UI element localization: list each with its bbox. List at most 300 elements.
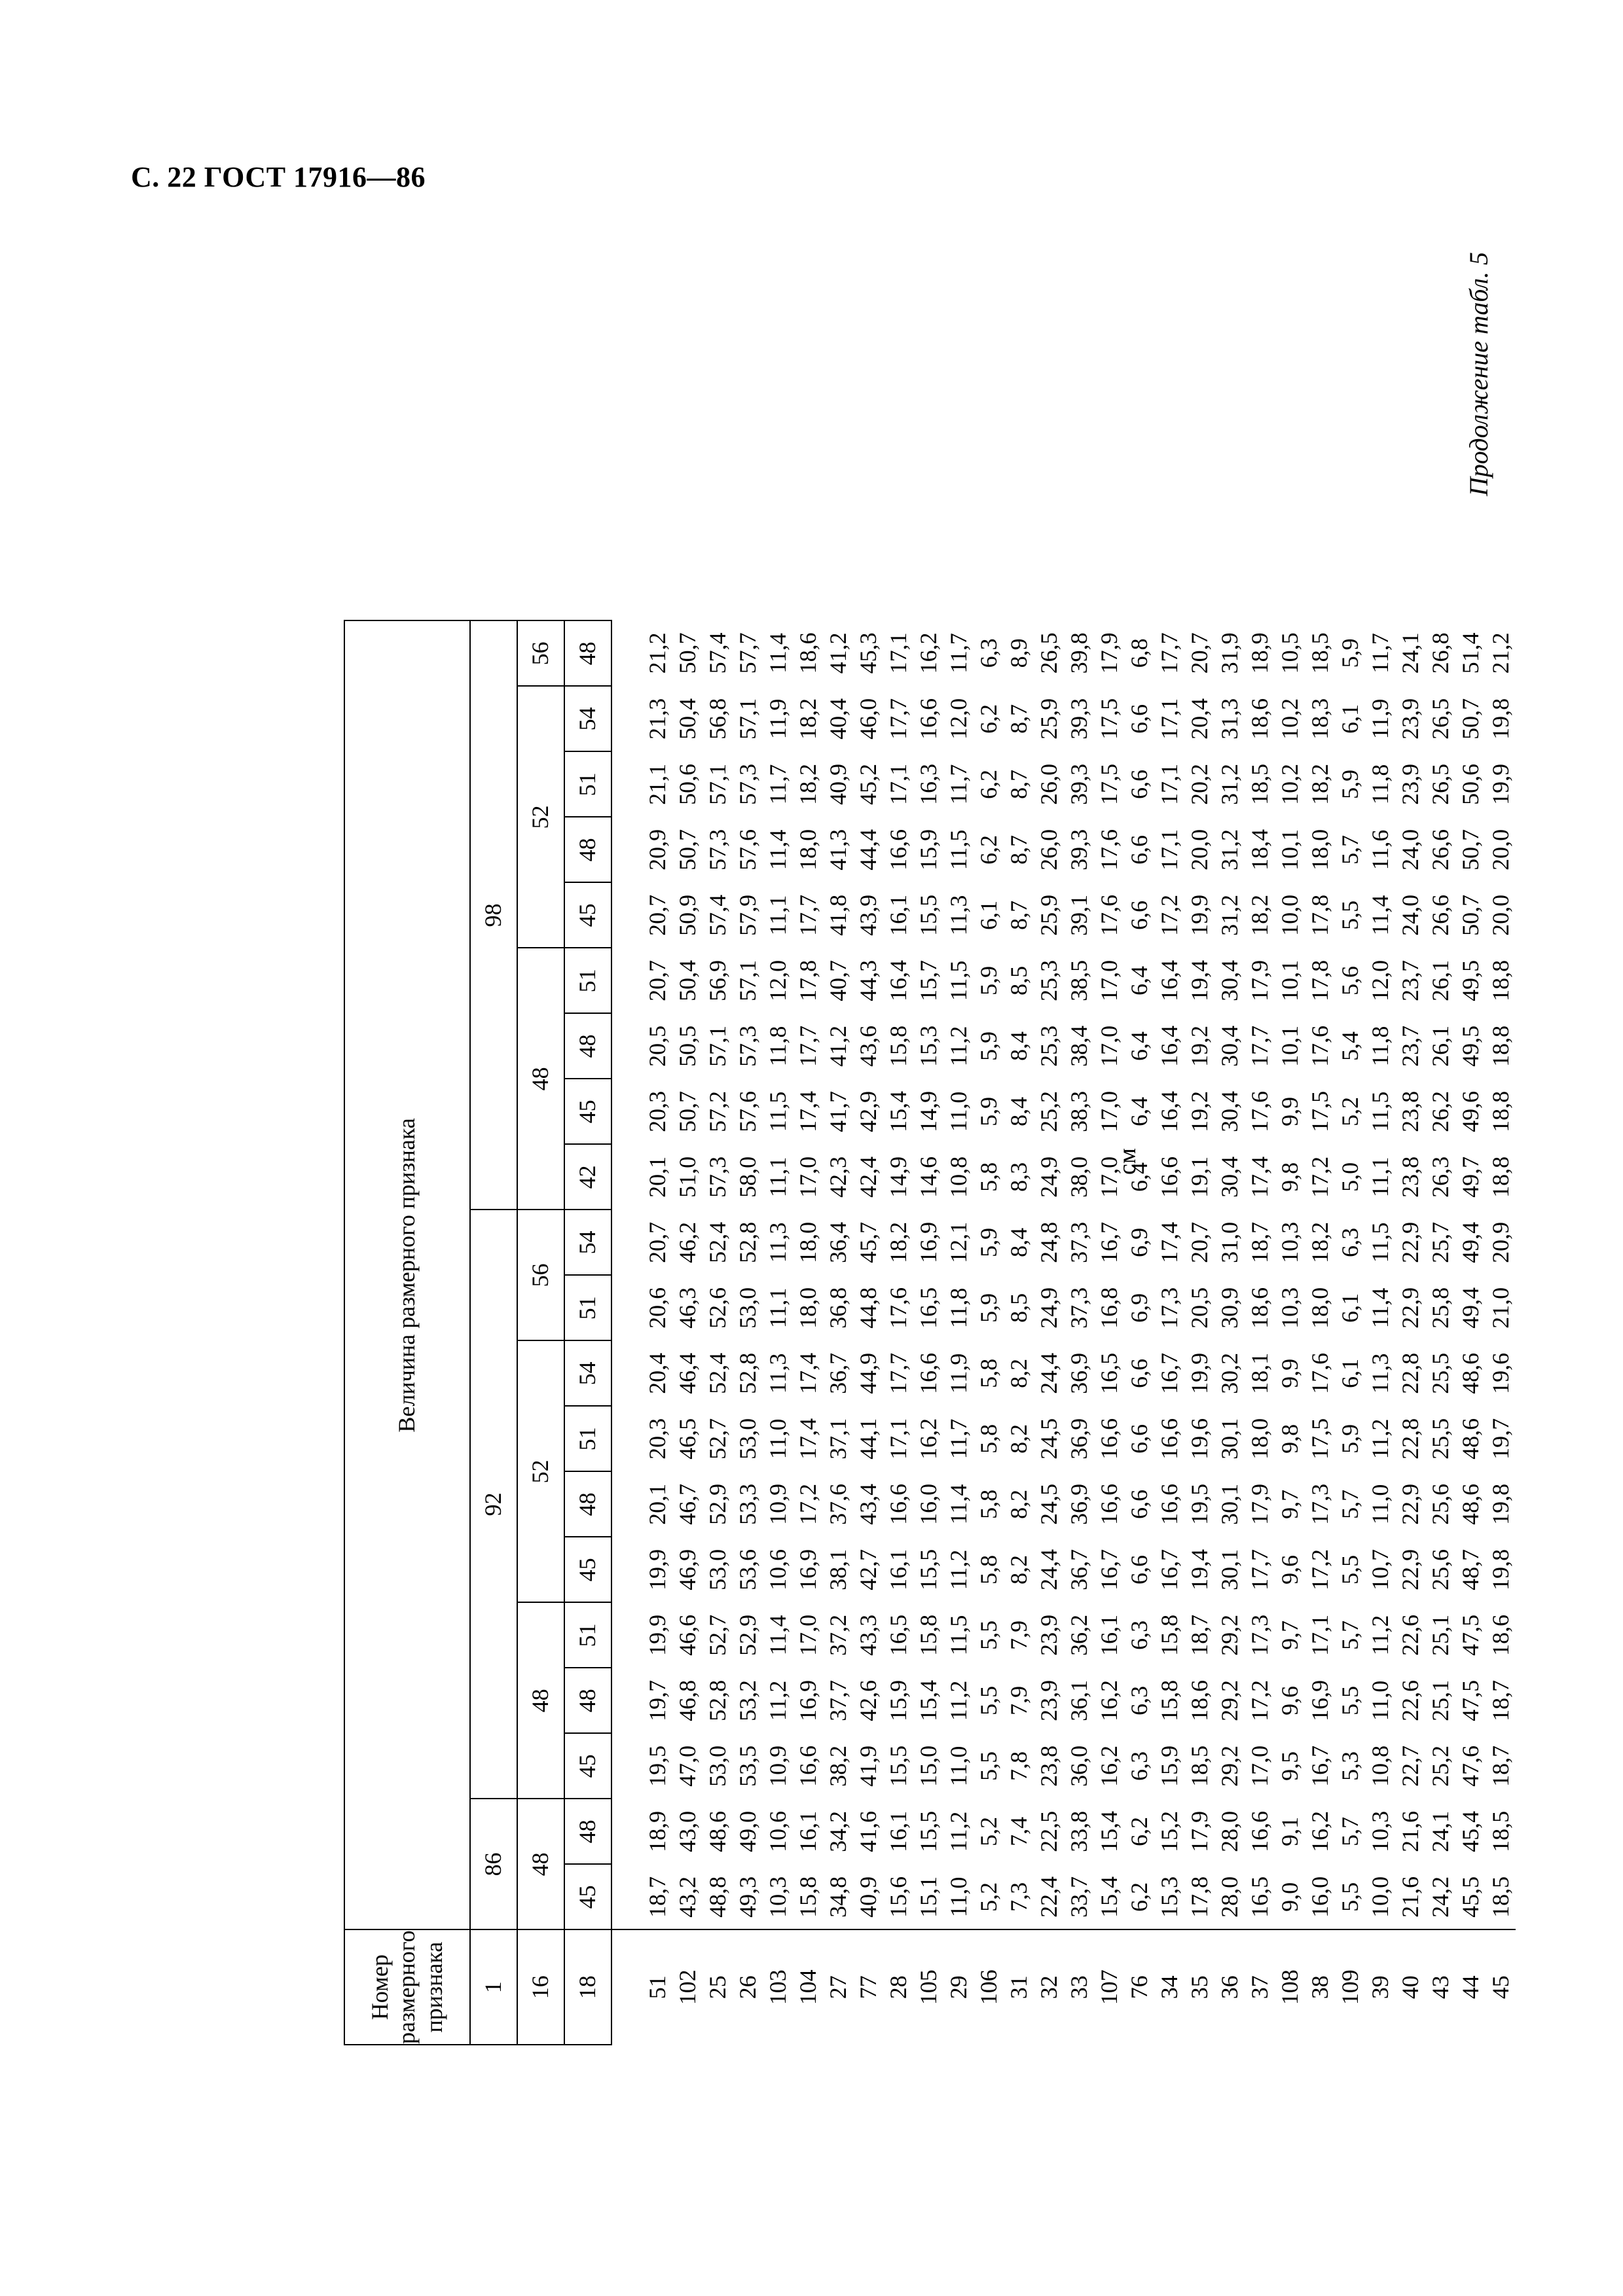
- table-cell: 23,8: [1397, 1090, 1423, 1132]
- table-cell: 16,9: [1307, 1679, 1333, 1721]
- table-cell: 18,0: [1307, 829, 1333, 870]
- table-cell: 24,8: [1036, 1221, 1062, 1263]
- table-cell: 16,5: [885, 1614, 911, 1656]
- table-cell: 49,6: [1457, 1090, 1484, 1132]
- table-cell: 10,2: [1277, 698, 1303, 740]
- table-cell: 21,2: [1487, 632, 1514, 674]
- row-id: 31: [1004, 1929, 1034, 2045]
- table-cell: 17,0: [1096, 1090, 1122, 1132]
- table-cell: 26,6: [1427, 829, 1453, 870]
- table-cell: 46,0: [855, 698, 881, 740]
- table-cell: 5,5: [976, 1620, 1002, 1650]
- table-cell: 18,5: [1487, 1876, 1514, 1918]
- table-cell: 16,1: [885, 894, 911, 936]
- table-cell: 44,1: [855, 1418, 881, 1460]
- table-cell: 16,7: [1307, 1745, 1333, 1787]
- table-cell: 11,2: [765, 1680, 791, 1721]
- table-cell: 43,4: [855, 1483, 881, 1525]
- table-cell: 57,1: [704, 1025, 731, 1067]
- table-cell: 16,2: [1096, 1745, 1122, 1787]
- table-cell: 15,4: [1096, 1810, 1122, 1852]
- table-cell: 15,7: [915, 960, 941, 1001]
- table-cell: 25,5: [1427, 1352, 1453, 1394]
- table-cell: 28,0: [1216, 1810, 1243, 1852]
- table-cell: 5,5: [1337, 1685, 1363, 1715]
- row-id: 25: [702, 1929, 733, 2045]
- table-cell: 15,9: [915, 829, 941, 870]
- table-cell: 39,8: [1066, 632, 1092, 674]
- table-cell: 49,3: [735, 1876, 761, 1918]
- table-cell: 50,7: [674, 1090, 701, 1132]
- table-cell: 41,6: [855, 1810, 881, 1852]
- table-cell: 11,8: [945, 1287, 972, 1329]
- table-cell: 5,7: [1337, 1620, 1363, 1650]
- table-cell: 57,3: [735, 763, 761, 805]
- table-cell: 5,9: [1337, 638, 1363, 668]
- column-header: 45: [564, 1864, 611, 1929]
- table-cell: 19,5: [644, 1745, 670, 1787]
- table-cell: 45,5: [1457, 1876, 1484, 1918]
- table-cell: 30,1: [1216, 1483, 1243, 1525]
- table-cell: 11,5: [765, 1091, 791, 1132]
- table-cell: 21,2: [644, 632, 670, 674]
- row-id: 45: [1486, 1929, 1516, 2045]
- table-cell: 17,9: [1247, 960, 1273, 1001]
- table-cell: 11,5: [945, 960, 972, 1001]
- table-cell: 16,6: [885, 1483, 911, 1525]
- table-cell: 16,9: [795, 1679, 821, 1721]
- table-cell: 17,0: [1096, 960, 1122, 1001]
- table-cell: 48,8: [704, 1876, 731, 1918]
- table-cell: 46,6: [674, 1614, 701, 1656]
- row-id: 33: [1064, 1929, 1094, 2045]
- table-cell: 19,7: [644, 1679, 670, 1721]
- table-cell: 16,7: [1096, 1221, 1122, 1263]
- column-header: 45: [564, 882, 611, 948]
- table-cell: 19,1: [1186, 1156, 1213, 1198]
- table-cell: 12,1: [945, 1221, 972, 1263]
- table-cell: 12,0: [945, 698, 972, 740]
- table-cell: 18,3: [1307, 698, 1333, 740]
- column-header: 48: [564, 1668, 611, 1733]
- table-cell: 37,6: [825, 1483, 851, 1525]
- table-cell: 52,7: [704, 1418, 731, 1460]
- table-cell: 5,5: [976, 1751, 1002, 1781]
- table-cell: 19,2: [1186, 1090, 1213, 1132]
- table-cell: 12,0: [765, 960, 791, 1001]
- table-cell: 8,3: [1006, 1162, 1032, 1192]
- table-cell: 6,1: [976, 900, 1002, 930]
- table-row: [974, 620, 1004, 2045]
- subgroup-header: 52: [517, 1340, 564, 1602]
- table-cell: 16,4: [1156, 1025, 1182, 1067]
- table-cell: 37,7: [825, 1679, 851, 1721]
- table-row: [793, 620, 823, 2045]
- row-id: 36: [1214, 1929, 1245, 2045]
- table-cell: 57,9: [735, 894, 761, 936]
- table-cell: 18,5: [1186, 1745, 1213, 1787]
- table-cell: 16,9: [795, 1549, 821, 1590]
- column-header: 54: [564, 686, 611, 751]
- table-cell: 18,6: [1186, 1679, 1213, 1721]
- table-cell: 17,0: [1247, 1745, 1273, 1787]
- table-cell: 18,2: [1307, 1221, 1333, 1263]
- table-cell: 17,2: [1156, 894, 1182, 936]
- table-cell: 56,9: [704, 960, 731, 1001]
- table-cell: 16,6: [1156, 1156, 1182, 1198]
- table-cell: 10,6: [765, 1810, 791, 1852]
- table-cell: 23,9: [1397, 763, 1423, 805]
- table-cell: 17,7: [1247, 1025, 1273, 1067]
- column-header: 54: [564, 1210, 611, 1275]
- table-cell: 44,4: [855, 829, 881, 870]
- table-cell: 28,0: [1216, 1876, 1243, 1918]
- table-cell: 24,5: [1036, 1418, 1062, 1460]
- column-header: 48: [564, 1799, 611, 1864]
- table-cell: 24,1: [1397, 632, 1423, 674]
- table-cell: 52,8: [735, 1221, 761, 1263]
- table-cell: 6,3: [976, 638, 1002, 668]
- table-cell: 8,2: [1006, 1358, 1032, 1388]
- table-cell: 9,0: [1277, 1882, 1303, 1912]
- table-cell: 19,2: [1186, 1025, 1213, 1067]
- table-cell: 18,7: [1487, 1679, 1514, 1721]
- table-cell: 5,9: [976, 1227, 1002, 1257]
- table-cell: 9,5: [1277, 1751, 1303, 1781]
- table-cell: 36,9: [1066, 1352, 1092, 1394]
- table-cell: 22,8: [1397, 1352, 1423, 1394]
- table-cell: 18,8: [1487, 1025, 1514, 1067]
- table-row: [1214, 620, 1245, 2045]
- table-cell: 5,7: [1337, 834, 1363, 865]
- table-cell: 58,0: [735, 1156, 761, 1198]
- table-cell: 50,9: [674, 894, 701, 936]
- table-cell: 16,0: [1307, 1876, 1333, 1918]
- table-cell: 10,8: [1367, 1745, 1393, 1787]
- table-cell: 16,0: [915, 1483, 941, 1525]
- column-header: 51: [564, 948, 611, 1013]
- table-cell: 15,1: [915, 1876, 941, 1918]
- table-cell: 11,4: [765, 633, 791, 673]
- table-cell: 18,0: [1307, 1287, 1333, 1329]
- table-cell: 53,0: [704, 1745, 731, 1787]
- table-cell: 15,6: [885, 1876, 911, 1918]
- measurement-table: [344, 620, 1516, 2045]
- table-cell: 10,2: [1277, 763, 1303, 805]
- table-cell: 15,8: [885, 1025, 911, 1067]
- table-cell: 8,2: [1006, 1489, 1032, 1519]
- table-cell: 17,6: [1307, 1025, 1333, 1067]
- table-cell: 18,8: [1487, 1090, 1514, 1132]
- table-cell: 17,5: [1307, 1090, 1333, 1132]
- table-cell: 45,3: [855, 632, 881, 674]
- table-cell: 6,3: [1126, 1685, 1152, 1715]
- table-cell: 20,3: [644, 1418, 670, 1460]
- table-cell: 33,7: [1066, 1876, 1092, 1918]
- table-cell: 26,1: [1427, 1025, 1453, 1067]
- subgroup-header: 56: [517, 1210, 564, 1340]
- table-cell: 17,5: [1307, 1418, 1333, 1460]
- table-cell: 6,4: [1126, 1031, 1152, 1061]
- table-cell: 24,0: [1397, 894, 1423, 936]
- row-id: 43: [1425, 1929, 1455, 2045]
- table-cell: 11,7: [1367, 633, 1393, 673]
- table-cell: 24,4: [1036, 1352, 1062, 1394]
- table-cell: 8,7: [1006, 900, 1032, 930]
- table-cell: 16,7: [1156, 1549, 1182, 1590]
- table-cell: 17,6: [1096, 829, 1122, 870]
- table-cell: 17,9: [1096, 632, 1122, 674]
- table-cell: 25,8: [1427, 1287, 1453, 1329]
- table-cell: 11,0: [945, 1876, 972, 1918]
- table-row: [1365, 620, 1395, 2045]
- table-cell: 38,5: [1066, 960, 1092, 1001]
- table-cell: 16,3: [915, 763, 941, 805]
- table-cell: 48,6: [1457, 1483, 1484, 1525]
- table-cell: 6,2: [1126, 1882, 1152, 1912]
- table-cell: 11,7: [765, 764, 791, 805]
- table-cell: 17,1: [1156, 698, 1182, 740]
- table-cell: 17,4: [795, 1090, 821, 1132]
- table-cell: 42,6: [855, 1679, 881, 1721]
- table-cell: 6,6: [1126, 900, 1152, 930]
- table-cell: 52,7: [704, 1614, 731, 1656]
- table-cell: 18,6: [1487, 1614, 1514, 1656]
- table-cell: 16,4: [1156, 1090, 1182, 1132]
- table-cell: 11,0: [945, 1091, 972, 1132]
- table-cell: 6,6: [1126, 1489, 1152, 1519]
- table-cell: 57,6: [735, 829, 761, 870]
- table-cell: 18,6: [795, 632, 821, 674]
- column-header: 48: [564, 817, 611, 882]
- table-cell: 11,4: [765, 1615, 791, 1656]
- table-cell: 31,2: [1216, 763, 1243, 805]
- table-cell: 14,9: [915, 1090, 941, 1132]
- table-cell: 57,1: [704, 763, 731, 805]
- table-cell: 46,2: [674, 1221, 701, 1263]
- row-id: 32: [1034, 1929, 1064, 2045]
- table-cell: 40,4: [825, 698, 851, 740]
- table-cell: 18,2: [885, 1221, 911, 1263]
- table-cell: 6,6: [1126, 834, 1152, 865]
- table-cell: 50,7: [674, 632, 701, 674]
- table-cell: 44,9: [855, 1352, 881, 1394]
- table-cell: 53,6: [735, 1549, 761, 1590]
- table-cell: 17,8: [1307, 894, 1333, 936]
- table-cell: 46,3: [674, 1287, 701, 1329]
- table-cell: 30,4: [1216, 1025, 1243, 1067]
- table-cell: 5,3: [1337, 1751, 1363, 1781]
- table-cell: 5,7: [1337, 1489, 1363, 1519]
- table-cell: 10,1: [1277, 829, 1303, 870]
- table-cell: 11,2: [945, 1811, 972, 1852]
- table-cell: 17,9: [1247, 1483, 1273, 1525]
- table-cell: 11,7: [945, 764, 972, 805]
- table-cell: 30,2: [1216, 1352, 1243, 1394]
- row-id: 38: [1305, 1929, 1335, 2045]
- table-cell: 50,4: [674, 960, 701, 1001]
- table-cell: 17,3: [1156, 1287, 1182, 1329]
- table-cell: 16,6: [1096, 1483, 1122, 1525]
- column-header: 45: [564, 1079, 611, 1144]
- table-cell: 48,6: [1457, 1418, 1484, 1460]
- table-cell: 43,6: [855, 1025, 881, 1067]
- table-cell: 14,6: [915, 1156, 941, 1198]
- table-cell: 7,4: [1006, 1816, 1032, 1846]
- table-row: [1486, 620, 1516, 2045]
- table-cell: 50,7: [1457, 829, 1484, 870]
- table-cell: 11,2: [945, 1680, 972, 1721]
- table-cell: 17,4: [795, 1352, 821, 1394]
- table-cell: 25,5: [1427, 1418, 1453, 1460]
- table-cell: 43,3: [855, 1614, 881, 1656]
- table-cell: 17,1: [885, 1418, 911, 1460]
- table-cell: 16,1: [885, 1810, 911, 1852]
- table-cell: 24,9: [1036, 1156, 1062, 1198]
- table-cell: 18,0: [795, 1287, 821, 1329]
- continuation-label: Продолжение табл. 5: [1464, 252, 1493, 497]
- table-cell: 19,6: [1487, 1352, 1514, 1394]
- table-cell: 11,5: [1367, 1222, 1393, 1263]
- table-cell: 16,1: [1096, 1614, 1122, 1656]
- table-cell: 20,9: [644, 829, 670, 870]
- table-cell: 15,4: [915, 1679, 941, 1721]
- table-cell: 19,9: [644, 1549, 670, 1590]
- table-cell: 21,6: [1397, 1876, 1423, 1918]
- table-cell: 17,7: [795, 1025, 821, 1067]
- table-cell: 19,9: [1186, 894, 1213, 936]
- table-cell: 7,9: [1006, 1620, 1032, 1650]
- table-cell: 17,9: [1186, 1810, 1213, 1852]
- table-cell: 5,8: [976, 1554, 1002, 1585]
- table-cell: 8,7: [1006, 769, 1032, 799]
- table-cell: 22,7: [1397, 1745, 1423, 1787]
- table-cell: 18,2: [795, 763, 821, 805]
- table-cell: 25,9: [1036, 894, 1062, 936]
- table-cell: 46,5: [674, 1418, 701, 1460]
- table-cell: 6,4: [1126, 1162, 1152, 1192]
- table-row: [1124, 620, 1154, 2045]
- table-cell: 6,6: [1126, 769, 1152, 799]
- table-cell: 5,8: [976, 1162, 1002, 1192]
- table-cell: 8,5: [1006, 1293, 1032, 1323]
- table-cell: 9,9: [1277, 1096, 1303, 1126]
- table-cell: 24,1: [1427, 1810, 1453, 1852]
- table-cell: 20,7: [644, 894, 670, 936]
- table-cell: 50,6: [1457, 763, 1484, 805]
- table-cell: 15,5: [885, 1745, 911, 1787]
- table-cell: 19,4: [1186, 960, 1213, 1001]
- table-cell: 9,7: [1277, 1489, 1303, 1519]
- table-cell: 40,9: [825, 763, 851, 805]
- table-cell: 38,3: [1066, 1090, 1092, 1132]
- table-cell: 20,0: [1487, 829, 1514, 870]
- table-cell: 11,1: [765, 1157, 791, 1198]
- table-cell: 17,2: [1307, 1156, 1333, 1198]
- table-cell: 26,0: [1036, 763, 1062, 805]
- table-cell: 20,5: [644, 1025, 670, 1067]
- table-cell: 11,0: [945, 1746, 972, 1787]
- row-id: 39: [1365, 1929, 1395, 2045]
- table-cell: 18,7: [1487, 1745, 1514, 1787]
- row-id: 28: [883, 1929, 913, 2045]
- table-cell: 23,8: [1036, 1745, 1062, 1787]
- row-id: 34: [1154, 1929, 1184, 2045]
- table-cell: 11,2: [1367, 1615, 1393, 1656]
- table-cell: 24,9: [1036, 1287, 1062, 1329]
- table-cell: 20,2: [1186, 763, 1213, 805]
- group-header: 92: [470, 1210, 517, 1799]
- table-cell: 5,2: [976, 1816, 1002, 1846]
- table-cell: 16,4: [885, 960, 911, 1001]
- table-row: [1094, 620, 1124, 2045]
- table-cell: 57,3: [704, 1156, 731, 1198]
- row-id: 103: [763, 1929, 793, 2045]
- table-cell: 41,2: [825, 1025, 851, 1067]
- table-cell: 24,4: [1036, 1549, 1062, 1590]
- table-cell: 25,1: [1427, 1614, 1453, 1656]
- table-cell: 11,5: [1367, 1091, 1393, 1132]
- table-cell: 7,8: [1006, 1751, 1032, 1781]
- table-cell: 45,7: [855, 1221, 881, 1263]
- table-cell: 17,0: [795, 1614, 821, 1656]
- table-cell: 21,1: [644, 763, 670, 805]
- table-cell: 5,8: [976, 1358, 1002, 1388]
- table-cell: 11,5: [945, 829, 972, 870]
- table-cell: 26,5: [1427, 763, 1453, 805]
- table-cell: 18,9: [644, 1810, 670, 1852]
- table-cell: 23,9: [1036, 1679, 1062, 1721]
- row-id: 35: [1184, 1929, 1214, 2045]
- table-cell: 17,7: [795, 894, 821, 936]
- table-cell: 16,2: [1096, 1679, 1122, 1721]
- table-cell: 17,5: [1096, 698, 1122, 740]
- table-cell: 5,9: [1337, 1424, 1363, 1454]
- table-cell: 40,7: [825, 960, 851, 1001]
- table-cell: 8,4: [1006, 1096, 1032, 1126]
- table-cell: 52,6: [704, 1287, 731, 1329]
- table-cell: 10,5: [1277, 632, 1303, 674]
- table-cell: 5,9: [976, 965, 1002, 996]
- table-cell: 5,2: [976, 1882, 1002, 1912]
- table-cell: 5,7: [1337, 1816, 1363, 1846]
- table-cell: 16,5: [915, 1287, 941, 1329]
- table-cell: 18,7: [1247, 1221, 1273, 1263]
- row-id: 106: [974, 1929, 1004, 2045]
- table-cell: 11,8: [1367, 764, 1393, 805]
- table-cell: 25,1: [1427, 1679, 1453, 1721]
- table-cell: 52,9: [704, 1483, 731, 1525]
- stub-header: Номер размерного признака: [344, 1929, 470, 2045]
- table-cell: 30,4: [1216, 1090, 1243, 1132]
- table-cell: 38,0: [1066, 1156, 1092, 1198]
- table-cell: 52,4: [704, 1352, 731, 1394]
- table-cell: 5,5: [1337, 900, 1363, 930]
- table-cell: 5,9: [1337, 769, 1363, 799]
- table-cell: 6,6: [1126, 1358, 1152, 1388]
- table-cell: 22,9: [1397, 1483, 1423, 1525]
- table-cell: 16,5: [1247, 1876, 1273, 1918]
- table-cell: 11,1: [1367, 1157, 1393, 1198]
- table-cell: 48,7: [1457, 1549, 1484, 1590]
- table-cell: 11,9: [1367, 698, 1393, 740]
- table-cell: 34,8: [825, 1876, 851, 1918]
- table-cell: 40,9: [855, 1876, 881, 1918]
- table-cell: 17,2: [1247, 1679, 1273, 1721]
- table-cell: 18,5: [1247, 763, 1273, 805]
- table-cell: 22,9: [1397, 1287, 1423, 1329]
- table-cell: 5,5: [1337, 1882, 1363, 1912]
